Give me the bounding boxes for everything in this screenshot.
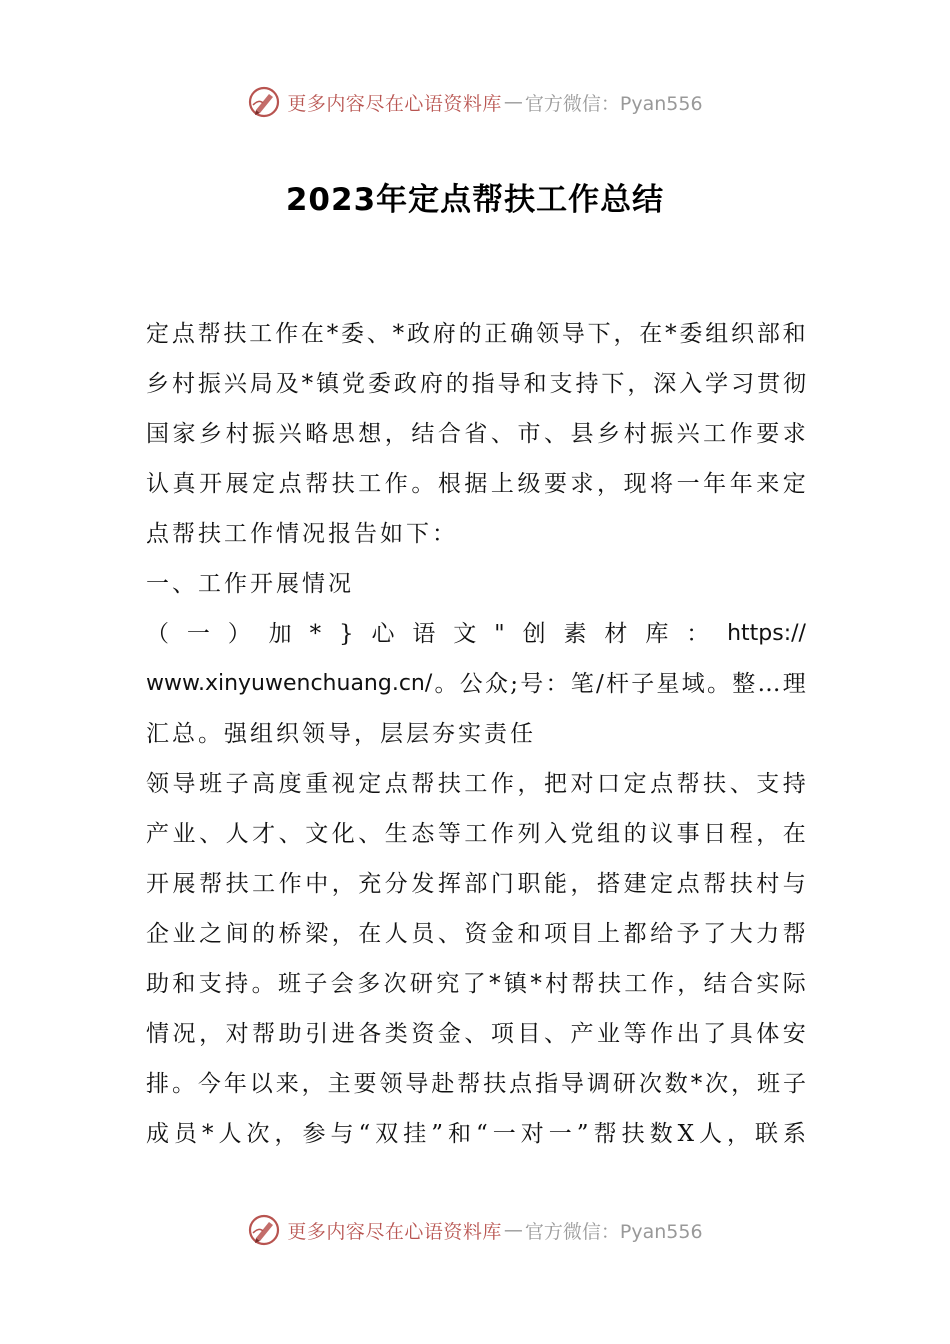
banner-wechat: 官方微信：Pyan556 xyxy=(524,92,703,115)
body-line: 国 家 乡 村 振 兴 略 思 想 ， 结 合 省 、 市 、 县 乡 村 振 兴 工 作 要 求 xyxy=(146,421,806,447)
body-line: 乡 村 振 兴 局 及 * 镇 党 委 政 府 的 指 导 和 支 持 下 ， 深 入 学 习 贯 彻 xyxy=(146,371,806,397)
body-line: 定 点 帮 扶 工 作 在 * 委 、 * 政 府 的 正 确 领 导 下 ， 在 * 委 组 织 部 和 xyxy=(146,321,806,347)
header-banner xyxy=(0,82,950,122)
body-line: 开 展 帮 扶 工 作 中 ， 充 分 发 挥 部 门 职 能 ， 搭 建 定 点 帮 扶 村 与 xyxy=(146,871,806,897)
document-title: 2023年定点帮扶工作总结 xyxy=(285,182,665,218)
body-line: www.xinyuwenchuang.cn/ 。 公 众 ; 号 ： 笔 / 杆 子 星 域 。 整 … 理 xyxy=(146,671,806,697)
body-line: 汇总。强组织领导，层层夯实责任 xyxy=(146,721,536,747)
body-line: 排 。 今 年 以 来 ， 主 要 领 导 赴 帮 扶 点 指 导 调 研 次 数 * 次 ， 班 子 xyxy=(146,1071,806,1097)
body-line: 一、工作开展情况 xyxy=(146,571,354,597)
banner-dash: — xyxy=(503,1219,523,1241)
document-body xyxy=(146,309,806,1159)
body-line: 情 况 ， 对 帮 助 引 进 各 类 资 金 、 项 目 、 产 业 等 作 出 了 具 体 安 xyxy=(146,1021,806,1047)
body-line: 领 导 班 子 高 度 重 视 定 点 帮 扶 工 作 ， 把 对 口 定 点 帮 扶 、 支 持 xyxy=(146,771,806,797)
body-line: 成 员 * 人 次 ， 参 与 “ 双 挂 ” 和 “ 一 对 一 ” 帮 扶 数 X 人 ， 联 系 xyxy=(146,1121,806,1147)
banner-wechat: 官方微信：Pyan556 xyxy=(524,1220,703,1243)
banner-text: 更多内容尽在心语资料库 xyxy=(287,1220,502,1243)
body-line: 认 真 开 展 定 点 帮 扶 工 作 。 根 据 上 级 要 求 ， 现 将 一 年 年 来 定 xyxy=(146,471,806,497)
body-line: 助 和 支 持 。 班 子 会 多 次 研 究 了 * 镇 * 村 帮 扶 工 作 ， 结 合 实 际 xyxy=(146,971,806,997)
body-line: 产 业 、 人 才 、 文 化 、 生 态 等 工 作 列 入 党 组 的 议 事 日 程 ， 在 xyxy=(146,821,806,847)
body-line: 企 业 之 间 的 桥 梁 ， 在 人 员 、 资 金 和 项 目 上 都 给 予 了 大 力 帮 xyxy=(146,921,806,947)
pen-logo-icon xyxy=(247,85,281,119)
body-line: （ 一 ） 加 * } 心 语 文 " 创 素 材 库 ： https:// xyxy=(146,621,806,647)
body-line: 点帮扶工作情况报告如下： xyxy=(146,521,458,547)
banner-dash: — xyxy=(503,91,523,113)
footer-banner xyxy=(0,1210,950,1250)
pen-logo-icon xyxy=(247,1213,281,1247)
banner-text: 更多内容尽在心语资料库 xyxy=(287,92,502,115)
